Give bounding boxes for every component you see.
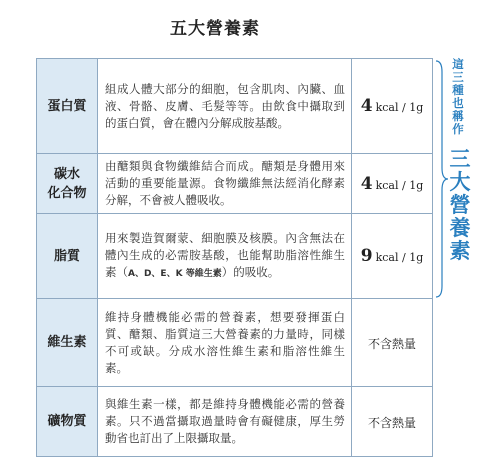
description-text: ）的吸收。 — [221, 264, 280, 279]
energy-unit: kcal / 1g — [375, 178, 424, 192]
table-row — [37, 154, 433, 214]
nutrient-description — [98, 214, 352, 299]
table-row — [37, 214, 433, 299]
nutrient-name — [37, 387, 98, 457]
nutrient-energy — [352, 154, 433, 214]
nutrient-name — [37, 154, 98, 214]
nutrient-energy — [352, 387, 433, 457]
energy-unit: kcal / 1g — [375, 101, 424, 114]
energy-text: 不含熱量 — [367, 337, 416, 351]
side-note-char: 這 — [452, 57, 464, 71]
nutrient-name-line: 蛋白質 — [47, 98, 87, 114]
side-note-char: 營 — [449, 193, 471, 217]
nutrient-energy — [352, 299, 433, 387]
side-note-char: 大 — [449, 170, 471, 194]
nutrient-energy — [352, 59, 433, 154]
table-row — [37, 387, 433, 457]
side-note-char: 三 — [452, 70, 464, 84]
nutrient-name-line: 礦物質 — [47, 414, 87, 429]
side-note-char: 作 — [452, 122, 464, 136]
table-row — [37, 299, 433, 387]
nutrient-description: 組成人體大部分的細胞，包含肌肉、內臟、血液、骨骼、皮膚、毛髮等等。由飲食中攝取到的蛋白質，會在體內分解成胺基酸。 — [98, 59, 352, 154]
energy-unit: kcal / 1g — [375, 251, 424, 264]
side-note-char: 素 — [449, 239, 471, 263]
side-note-small — [448, 58, 468, 136]
nutrient-energy — [352, 214, 433, 299]
side-note-char: 種 — [452, 83, 464, 97]
nutrients-table — [36, 58, 433, 457]
table-row — [37, 59, 433, 154]
nutrient-description: 與維生素一樣，都是維持身體機能必需的營養素。只不過當攝取過量時會有礙健康，厚生勞動省也訂出了上限攝取量。 — [98, 387, 352, 457]
nutrient-name — [37, 59, 98, 154]
side-note-char: 養 — [449, 216, 471, 240]
side-note-char: 也 — [452, 96, 464, 110]
nutrient-name — [37, 214, 98, 299]
vitamin-list: A、D、E、K 等維生素 — [128, 268, 222, 279]
nutrient-name-line: 脂質 — [53, 248, 80, 264]
side-note-big — [448, 148, 472, 263]
nutrient-description: 由醣類與食物纖維結合而成。醣類是身體用來活動的重要能量源。食物纖維無法經消化酵素分解，不會被人體吸收。 — [98, 154, 352, 214]
page-title: 五大營養素 — [170, 19, 260, 39]
energy-value: 9 — [360, 246, 373, 266]
description-text: 用來製造賀爾蒙、細胞膜及核膜。內含無法在體內生成的必需胺基酸，也能幫助脂溶性維生素（ — [105, 230, 345, 279]
side-note-char: 三 — [449, 147, 471, 171]
nutrient-name-line: 碳水 — [53, 166, 80, 182]
energy-value: 4 — [360, 173, 373, 194]
nutrient-name — [37, 299, 98, 387]
energy-text: 不含熱量 — [367, 416, 416, 430]
energy-value: 4 — [360, 96, 373, 116]
nutrient-description: 維持身體機能必需的營養素，想要發揮蛋白質、醣類、脂質這三大營養素的力量時，同樣不可或缺。分成水溶性維生素和脂溶性維生素。 — [98, 299, 352, 387]
nutrient-name-line: 維生素 — [47, 335, 87, 350]
side-note-char: 稱 — [452, 109, 464, 123]
nutrient-name-line: 化合物 — [47, 185, 87, 201]
